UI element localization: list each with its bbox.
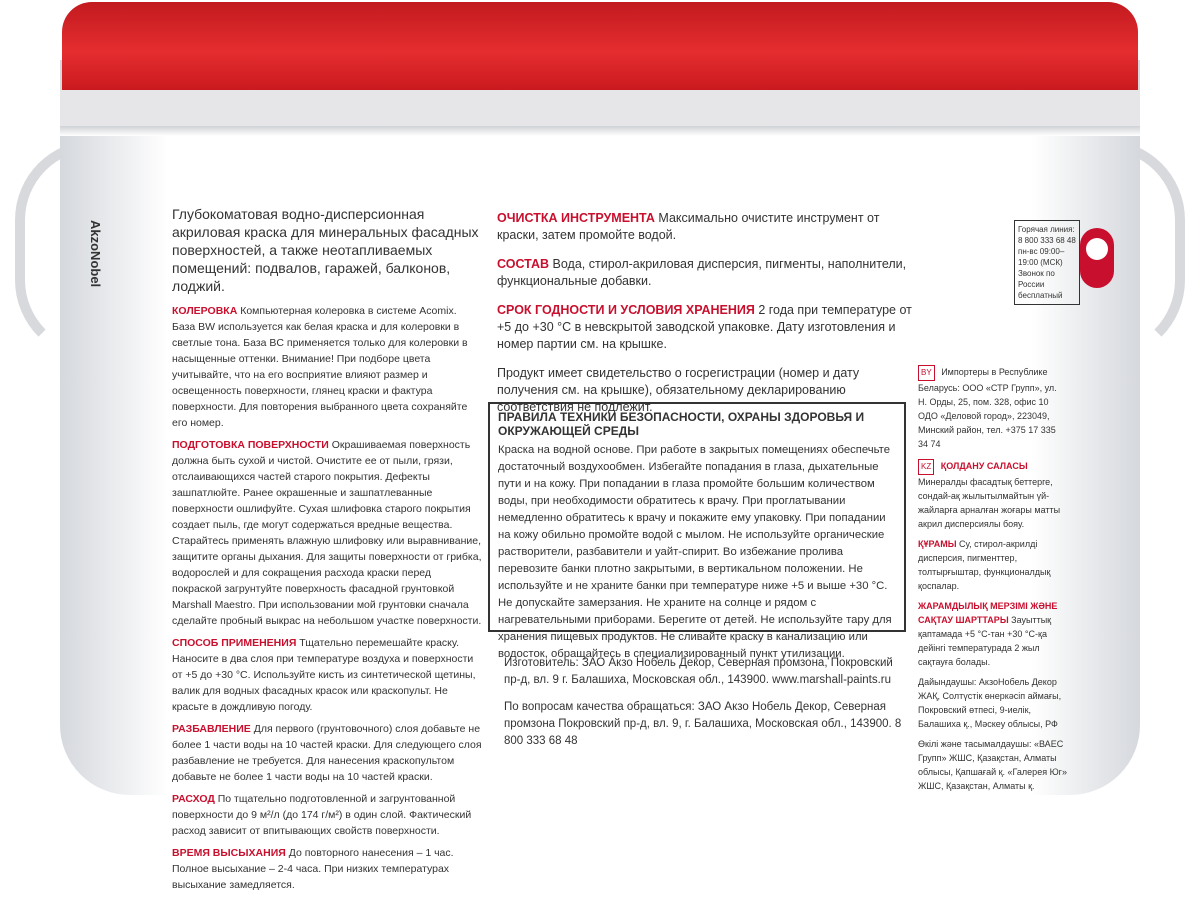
left-column: [172, 205, 482, 899]
safety-title: ПРАВИЛА ТЕХНИКИ БЕЗОПАСНОСТИ, ОХРАНЫ ЗДОРОВЬЯ И ОКРУЖАЮЩЕЙ СРЕДЫ: [498, 410, 865, 438]
hotline-box: Горячая линия: 8 800 333 68 48 пн-вс 09:00–19:00 (МСК) Звонок по России бесплатный: [1014, 220, 1080, 305]
right-column: [918, 365, 1068, 793]
section-tinting: КОЛЕРОВКА Компьютерная колеровка в системе Acomix. База BW используется как белая краска и для колеровки в светлые тона. База BC применяется только для колеровки в насыщенные оттенки. Внимание! При подборе цвета учитывайте, что на его восприятие влияют размер и освещенность поверхности, глянец краски и фактура поверхности. Для повторения выбранного цвета сохраняйте его номер.: [172, 305, 468, 429]
manufacturer-line: Изготовитель: ЗАО Акзо Нобель Декор, Северная промзона, Покровский пр-д, вл. 9 г. Балашиха, Московская обл., 143900. www.marshall-paints.ru: [504, 657, 893, 686]
section-storage: СРОК ГОДНОСТИ И УСЛОВИЯ ХРАНЕНИЯ 2 года при температуре от +5 до +30 °С в невскрытой заводской упаковке. Дату изготовления и номер партии см. на крышке.: [497, 303, 912, 351]
section-tool-cleaning: ОЧИСТКА ИНСТРУМЕНТА Максимально очистите инструмент от краски, затем промойте водой.: [497, 211, 880, 242]
kazakh-supplier: Дайындаушы: АкзоНобель Декор ЖАҚ, Солтүстік өнеркәсіп аймағы, Покровский өтпесі, 9-иелік, Балашиха қ., Мәскеу облысы, РФ: [918, 677, 1062, 729]
brand-seal-inner: [1086, 238, 1108, 260]
section-application: СПОСОБ ПРИМЕНЕНИЯ Тщательно перемешайте краску. Наносите в два слоя при температуре воздуха и поверхности от +5 до +30 °С. Используйте кисть из синтетической щетины, валик для водных фасадных красок или краскопульт. Не красьте в дождливую погоду.: [172, 637, 476, 713]
brand-logo-text: AkzoNobel: [88, 220, 103, 288]
belarus-importer: BY Импортеры в Республике Беларусь: ООО «СТР Групп», ул. Н. Орды, 25, пом. 328, офис 10 ОДО «Деловой город», 223049, Минский район, тел. +375 17 335 34 74: [918, 367, 1057, 449]
manufacturer-info: [504, 655, 904, 750]
kazakh-storage: ЖАРАМДЫЛЫҚ МЕРЗІМІ ЖӘНЕ САҚТАУ ШАРТТАРЫ Зауыттық қаптамада +5 °C-тан +30 °C-қа дейінгі температурада 2 жыл сақтауға болады.: [918, 601, 1058, 667]
product-intro: Глубокоматовая водно-дисперсионная акриловая краска для минеральных фасадных поверхностей, а также неотапливаемых помещений: подвалов, гаражей, балконов, лоджий.: [172, 206, 479, 294]
bucket-lid-rim: [60, 90, 1140, 126]
section-composition: СОСТАВ Вода, стирол-акриловая дисперсия, пигменты, наполнители, функциональные добавки.: [497, 257, 907, 288]
lid-shadow: [60, 126, 1140, 136]
bucket-lid: [62, 2, 1138, 92]
section-consumption: РАСХОД По тщательно подготовленной и загрунтованной поверхности до 9 м²/л (до 174 г/м²) в один слой. Фактический расход зависит от впитывающих свойств поверхности.: [172, 793, 472, 837]
kz-badge: KZ: [918, 459, 934, 475]
kazakh-usage: KZ ҚОЛДАНУ САЛАСЫ Минералды фасадтық беттерге, сондай-ақ жылытылмайтын үй-жайларға арналған жоғары матты акрил дисперсиялы бояу.: [918, 461, 1061, 529]
safety-box: [488, 402, 906, 660]
section-dilution: РАЗБАВЛЕНИЕ Для первого (грунтовочного) слоя добавьте не более 1 части воды на 10 частей краски. Для следующего слоя разбавление не требуется. Для нанесения краскопультом добавьте не более 1 части воды на 10 частей краски.: [172, 723, 482, 783]
middle-column: [497, 210, 917, 428]
section-registration: Продукт имеет свидетельство о госрегистрации (номер и дату получения см. на крышке), обязательному декларированию соответствия не подлежит.: [497, 366, 860, 414]
section-drying: ВРЕМЯ ВЫСЫХАНИЯ До повторного нанесения – 1 час. Полное высыхание – 2-4 часа. При низких температурах высыхание замедляется.: [172, 847, 454, 891]
section-preparation: ПОДГОТОВКА ПОВЕРХНОСТИ Окрашиваемая поверхность должна быть сухой и чистой. Очистите ее от пыли, грязи, отслаивающихся частей старого покрытия. Дефекты зашпатлюйте. Ранее окрашенные и зашпатлеванные поверхности ошлифуйте. Сухая шлифовка старого покрытия создает пыль, где могут содержаться вредные вещества. Старайтесь применять влажную шлифовку или выравнивание, защитите органы дыхания. Для защиты поверхности от грибка, водорослей и для сокращения расхода краски перед покраской загрунтуйте поверхность фасадной грунтовкой Marshall Maestro. При использовании мой грунтовки сначала сделайте пробный выкрас на небольшом участке поверхности.: [172, 439, 482, 627]
kazakh-importer: Өкілі және тасымалдаушы: «ВАЕС Групп» ЖШС, Қазақстан, Алматы облысы, Қапшағай қ. «Галерея Юг» ЖШС, Қазақстан, Алматы қ.: [918, 739, 1067, 791]
by-badge: BY: [918, 365, 935, 381]
safety-text: Краска на водной основе. При работе в закрытых помещениях обеспечьте достаточный воздухообмен. Избегайте попадания в глаза, дыхательные пути и на кожу. При попадании в глаза промойте большим количеством воды, при необходимости обратитесь к врачу. При проглатывании немедленно обратитесь к врачу и покажите ему упаковку. При попадании на кожу обильно промойте водой с мылом. Не используйте органические растворители, разбавители и уайт-спирит. Во избежание пролива перевозите банки плотно закрытыми, в вертикальном положении. Не используйте и не храните банки при температуре ниже +5 и выше +30 °С. Не допускайте замерзания. Не храните на солнце и рядом с нагревательными приборами. Берегите от детей. Не используйте тару для хранения пищевых продуктов. Не сливайте краску в канализацию или водосток, обращайтесь в специализированный пункт утилизации.: [498, 444, 892, 660]
quality-contact-line: По вопросам качества обращаться: ЗАО Акзо Нобель Декор, Северная промзона Покровский пр-д, вл. 9, г. Балашиха, Московская обл., 143900. 8 800 333 68 48: [504, 701, 902, 747]
kazakh-composition: ҚҰРАМЫ Су, стирол-акрилді дисперсия, пигменттер, толтырғыштар, функционалдық қоспалар.: [918, 539, 1051, 591]
